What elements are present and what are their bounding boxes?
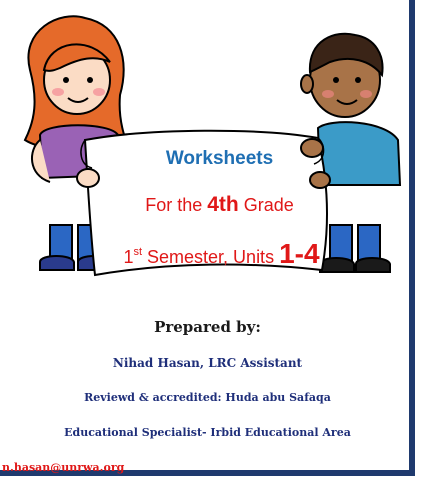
units-range: 1-4 (279, 238, 320, 269)
author-credit: Nihad Hasan, LRC Assistant (112, 356, 303, 370)
worksheets-title: Worksheets (165, 148, 274, 169)
grade-number: 4th (207, 193, 239, 216)
reviewer-credit: Reviewd & accredited: Huda abu Safaqa (84, 391, 331, 404)
semester-line (14, 238, 427, 270)
grade-line (12, 193, 427, 217)
contact-email[interactable]: n.hasan@unrwa.org (2, 461, 125, 474)
prepared-by-heading: Prepared by: (154, 318, 261, 336)
semester-ordinal: 1 (123, 247, 134, 267)
semester-ordinal-suffix: st (133, 246, 143, 258)
grade-suffix: Grade (238, 195, 294, 215)
grade-prefix: For the (145, 195, 208, 215)
reviewer-role: Educational Specialist- Irbid Educational Area (64, 426, 351, 439)
semester-text: Semester, Units (142, 247, 280, 267)
